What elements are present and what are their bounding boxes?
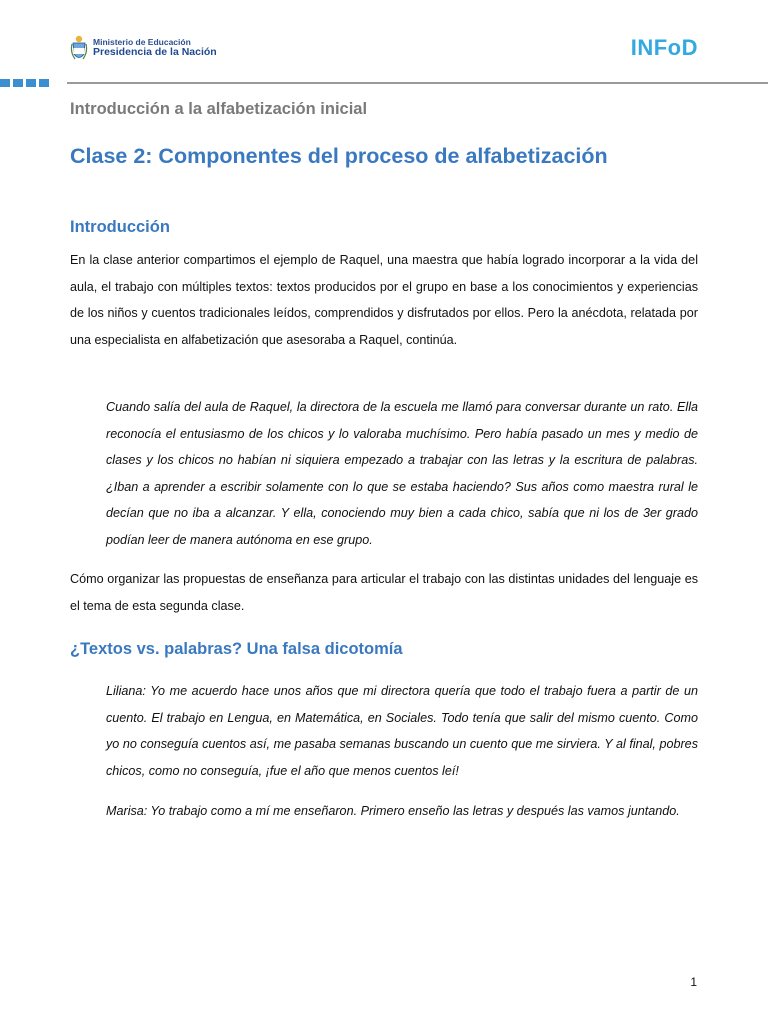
course-title: Introducción a la alfabetización inicial — [70, 100, 368, 118]
quote-liliana: Liliana: Yo me acuerdo hace unos años que mi directora quería que todo el trabajo fuera a partir de un cuento. El trabajo en Lengua, en Matemática, en Sociales. Todo tenía que salir del mismo cuento. Como yo no conseguía cuentos así, me pasaba semanas buscando un cuento que me sirviera. Y al final, pobres chicos, como no conseguía, ¡fue el año que menos cuentos leí! — [106, 684, 698, 778]
section-heading-introduccion: Introducción — [70, 218, 170, 236]
infod-logo: INFoD — [630, 35, 698, 60]
presidency-name: Presidencia de la Nación — [93, 45, 217, 58]
intro-paragraph: En la clase anterior compartimos el ejemplo de Raquel, una maestra que había logrado incorporar a la vida del aula, el trabajo con múltiples textos: textos producidos por el grupo en base a los conocimientos y experiencias de los niños y cuentos tradicionales leídos, comprendidos y disfrutados por ellos. Pero la anécdota, relatada por una especialista en alfabetización que asesoraba a Raquel, continúa. — [70, 253, 698, 347]
section-heading-textos-palabras: ¿Textos vs. palabras? Una falsa dicotomía — [70, 640, 403, 658]
class-title: Clase 2: Componentes del proceso de alfabetización — [70, 144, 608, 168]
page-number: 1 — [690, 975, 697, 989]
coat-of-arms-icon — [70, 34, 88, 62]
ministry-logo — [70, 34, 217, 62]
topic-paragraph: Cómo organizar las propuestas de enseñanza para articular el trabajo con las distintas unidades del lenguaje es el tema de esta segunda clase. — [70, 572, 698, 613]
ministry-name: Ministerio de Educación — [93, 37, 191, 48]
page-header — [0, 0, 768, 90]
quote-marisa: Marisa: Yo trabajo como a mí me enseñaron. Primero enseño las letras y después las vamos juntando. — [106, 804, 680, 818]
header-divider — [0, 79, 768, 87]
quote-directora: Cuando salía del aula de Raquel, la directora de la escuela me llamó para conversar durante un rato. Ella reconocía el entusiasmo de los chicos y lo valoraba muchísimo. Pero había pasado un mes y medio de clases y los chicos no habían ni siquiera empezado a trabajar con las letras y la escritura de palabras. ¿Iban a aprender a escribir solamente con lo que se estaba haciendo? Sus años como maestra rural le decían que no iba a alcanzar. Y ella, conociendo muy bien a cada chico, sabía que ni los de 3er grado podían leer de manera autónoma en ese grupo. — [106, 400, 698, 547]
